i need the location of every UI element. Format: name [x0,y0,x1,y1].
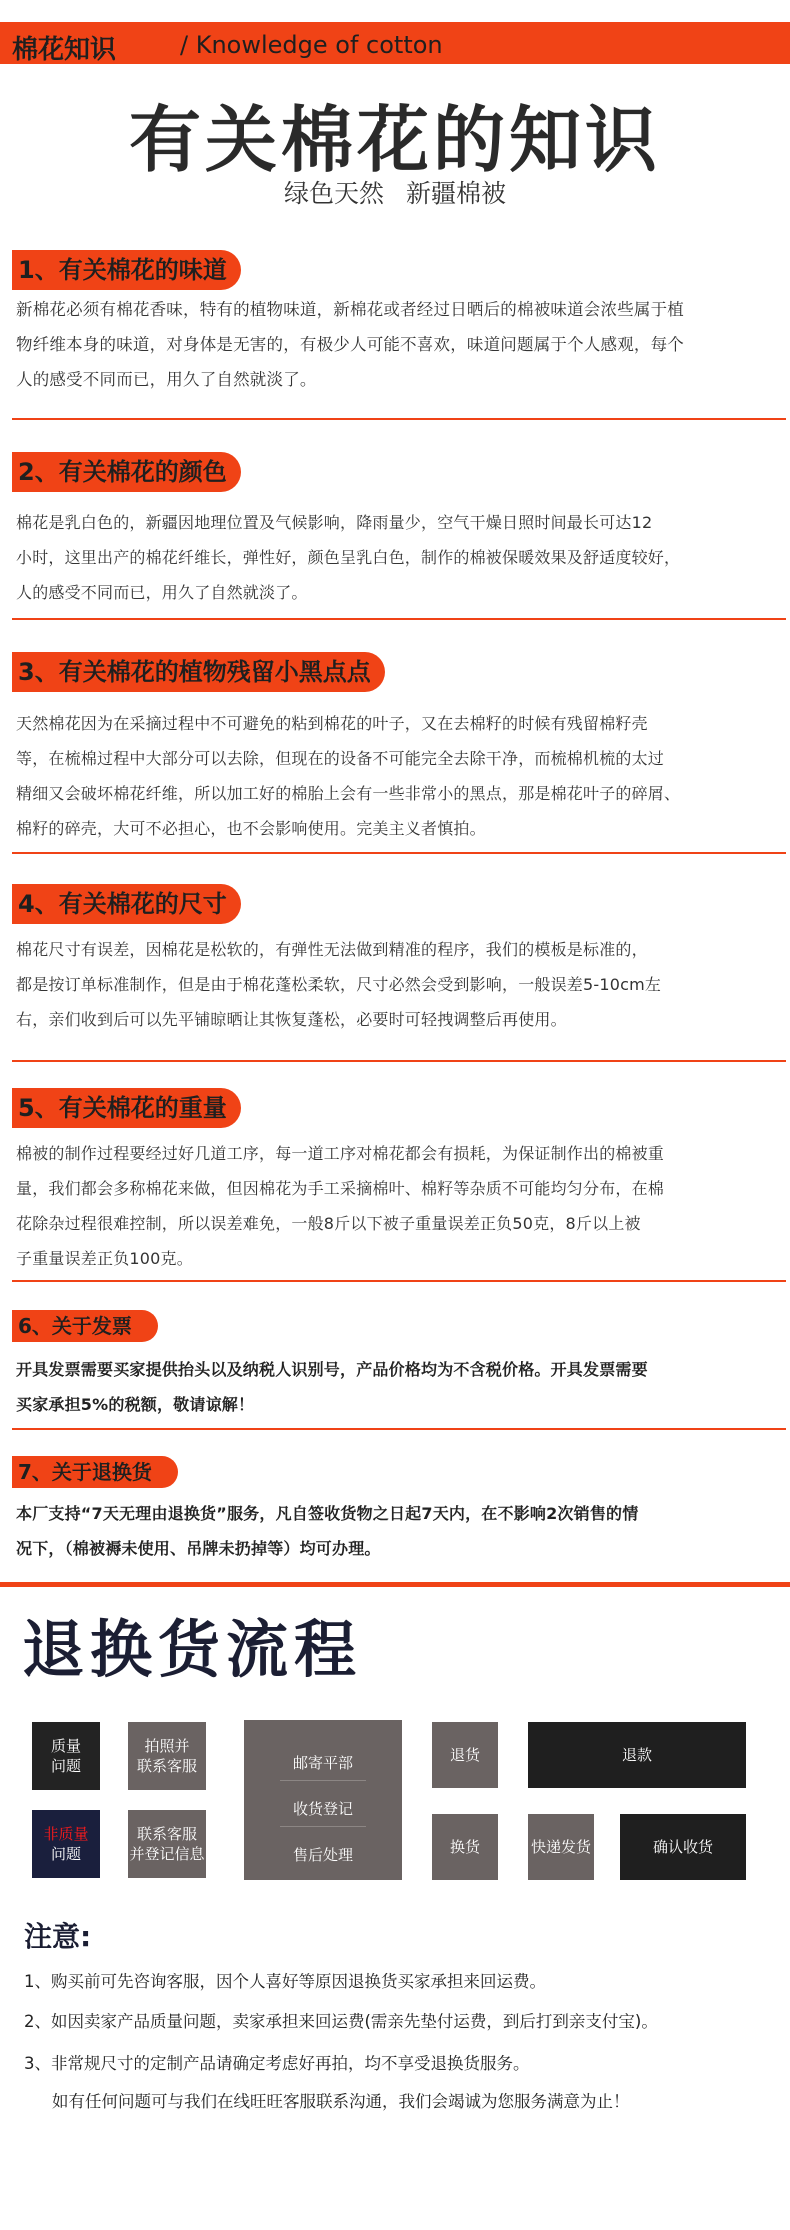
section-divider [12,618,786,620]
text-line: 物纤维本身的味道，对身体是无害的，有极少人可能不喜欢，味道问题属于个人感观，每个 [16,335,684,354]
text-line: 棉被的制作过程要经过好几道工序，每一道工序对棉花都会有损耗，为保证制作出的棉被重 [16,1144,665,1163]
banner-title-cn: 棉花知识 [12,35,117,65]
text-line: 花除杂过程很难控制，所以误差难免，一般8斤以下被子重量误差正负50克，8斤以上被 [16,1214,641,1233]
flow-label-non-quality: 非质量 [43,1825,89,1843]
flow-label-receipt-register: 收货登记 [292,1800,353,1818]
note-line: 3、非常规尺寸的定制产品请确定考虑好再拍，均不享受退换货服务。 [24,2054,530,2073]
flow-box-fast-ship: 快递发货 [528,1814,594,1880]
note-line: 如有任何问题可与我们在线旺旺客服联系沟通，我们会竭诚为您服务满意为止！ [52,2092,630,2111]
flow-box-after-sales-group [244,1720,402,1880]
section-heading-invoice: 6、关于发票 [12,1310,158,1342]
notes-title: 注意: [24,1920,92,1953]
section-divider [12,1428,786,1430]
flow-box-refund: 退款 [528,1722,746,1788]
flow-separator [280,1826,366,1827]
text-line: 人的感受不同而已，用久了自然就淡了。 [16,583,308,602]
section-divider [12,852,786,854]
section-body-returns [16,1496,784,1566]
section-heading-weight: 5、有关棉花的重量 [12,1088,241,1128]
top-banner [0,22,790,64]
process-title: 退换货流程 [22,1613,363,1686]
flow-box-contact-register: 联系客服 并登记信息 [128,1810,206,1878]
text-line: 等，在梳棉过程中大部分可以去除，但现在的设备不可能完全去除干净，而梳棉机梳的太过 [16,749,665,768]
flow-label-issue: 问题 [50,1845,81,1863]
section-body-weight [16,1136,784,1276]
section-heading-smell: 1、有关棉花的味道 [12,250,241,290]
section-divider-thick [0,1582,790,1587]
section-body-color [16,505,784,610]
flow-separator [280,1780,366,1781]
section-divider [12,418,786,420]
text-line: 开具发票需要买家提供抬头以及纳税人识别号，产品价格均为不含税价格。开具发票需要 [16,1360,648,1379]
section-divider [12,1280,786,1282]
note-line: 1、购买前可先咨询客服，因个人喜好等原因退换货买家承担来回运费。 [24,1972,546,1991]
text-line: 棉花是乳白色的，新疆因地理位置及气候影响，降雨量少，空气干燥日照时间最长可达12 [16,513,653,532]
section-heading-color: 2、有关棉花的颜色 [12,452,241,492]
section-heading-size: 4、有关棉花的尺寸 [12,884,241,924]
flow-box-photo-contact: 拍照并 联系客服 [128,1722,206,1790]
text-line: 买家承担5%的税额，敬请谅解！ [16,1395,255,1414]
section-body-black-dots [16,706,784,846]
text-line: 量，我们都会多称棉花来做，但因棉花为手工采摘棉叶、棉籽等杂质不可能均匀分布，在棉 [16,1179,665,1198]
text-line: 右，亲们收到后可以先平铺晾晒让其恢复蓬松，必要时可轻拽调整后再使用。 [16,1010,567,1029]
flow-box-return-goods: 退货 [432,1722,498,1788]
flow-box-confirm-receipt: 确认收货 [620,1814,746,1880]
note-line: 2、如因卖家产品质量问题，卖家承担来回运费(需亲先垫付运费，到后打到亲支付宝)。 [24,2012,658,2031]
page-title: 有关棉花的知识 [128,98,661,182]
text-line: 人的感受不同而已，用久了自然就淡了。 [16,370,317,389]
flow-box-exchange: 换货 [432,1814,498,1880]
text-line: 都是按订单标准制作，但是由于棉花蓬松柔软，尺寸必然会受到影响，一般误差5-10cm左 [16,975,662,994]
text-line: 精细又会破坏棉花纤维，所以加工好的棉胎上会有一些非常小的黑点，那是棉花叶子的碎屑、 [16,784,681,803]
flow-label-after-sales: 售后处理 [292,1846,353,1864]
banner-title-en: / Knowledge of cotton [180,31,443,59]
text-line: 况下，（棉被褥未使用、吊牌未扔掉等）均可办理。 [16,1539,381,1558]
section-body-invoice [16,1352,784,1422]
section-divider [12,1060,786,1062]
section-body-size [16,932,784,1037]
text-line: 新棉花必须有棉花香味，特有的植物味道，新棉花或者经过日晒后的棉被味道会浓些属于植 [16,300,684,319]
text-line: 棉籽的碎壳，大可不必担心，也不会影响使用。完美主义者慎拍。 [16,819,486,838]
section-heading-returns: 7、关于退换货 [12,1456,178,1488]
text-line: 小时，这里出产的棉花纤维长，弹性好，颜色呈乳白色，制作的棉被保暖效果及舒适度较好， [16,548,681,567]
section-heading-black-dots: 3、有关棉花的植物残留小黑点点 [12,652,385,692]
flow-box-non-quality-issue [32,1810,100,1878]
text-line: 本厂支持“7天无理由退换货”服务，凡自签收货物之日起7天内，在不影响2次销售的情 [16,1504,639,1523]
flow-label-mail-dept: 邮寄平部 [292,1754,353,1772]
page-subtitle: 绿色天然 新疆棉被 [284,179,506,208]
text-line: 天然棉花因为在采摘过程中不可避免的粘到棉花的叶子，又在去棉籽的时候有残留棉籽壳 [16,714,648,733]
text-line: 棉花尺寸有误差，因棉花是松软的，有弹性无法做到精准的程序，我们的模板是标准的， [16,940,648,959]
section-body-smell [16,292,784,397]
text-line: 子重量误差正负100克。 [16,1249,193,1268]
flow-box-quality-issue: 质量 问题 [32,1722,100,1790]
